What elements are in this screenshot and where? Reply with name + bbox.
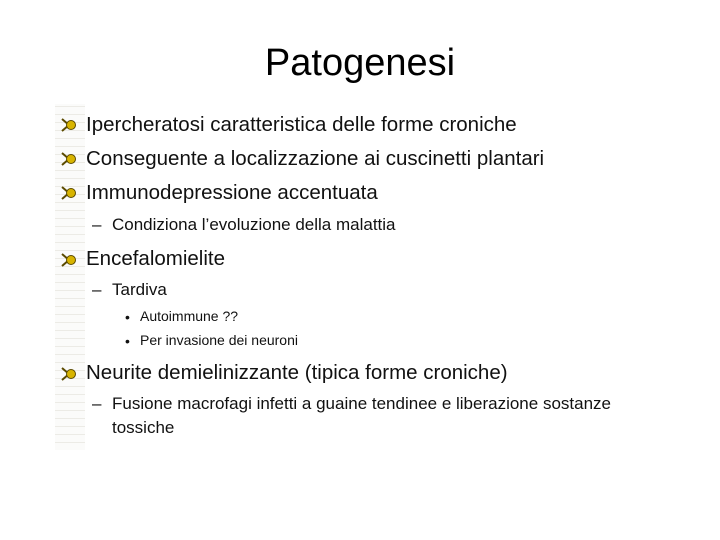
sub-bullet-item: Condiziona l’evoluzione della malattia [112,215,396,234]
sub-bullet-item-continued: tossiche [112,418,175,437]
dash-marker: – [92,215,102,234]
bullet-star-icon [61,117,77,133]
bullet-item: Encefalomielite [86,247,226,270]
bullet-item: Immunodepressione accentuata [86,181,378,204]
slide-title: Patogenesi [264,42,456,84]
bullet-list-image [55,104,635,450]
sub-sub-bullet-item: Per invasione dei neuroni [140,332,298,348]
dash-marker: – [92,280,102,299]
bullet-item: Conseguente a localizzazione ai cuscinetti plantari [86,147,545,170]
bullet-item: Neurite demielinizzante (tipica forme croniche) [86,361,508,384]
bullet-item: Ipercheratosi caratteristica delle forme croniche [86,113,517,136]
bullet-star-icon [61,252,77,268]
sub-bullet-item: Tardiva [112,280,167,299]
sub-sub-bullet-item: Autoimmune ?? [140,308,239,324]
bullet-star-icon [61,151,77,167]
dot-marker: • [125,309,130,325]
dash-marker: – [92,394,102,413]
sub-bullet-item: Fusione macrofagi infetti a guaine tendinee e liberazione sostanze [112,394,611,413]
dot-marker: • [125,333,130,349]
bullet-star-icon [61,366,77,382]
bullet-star-icon [61,185,77,201]
